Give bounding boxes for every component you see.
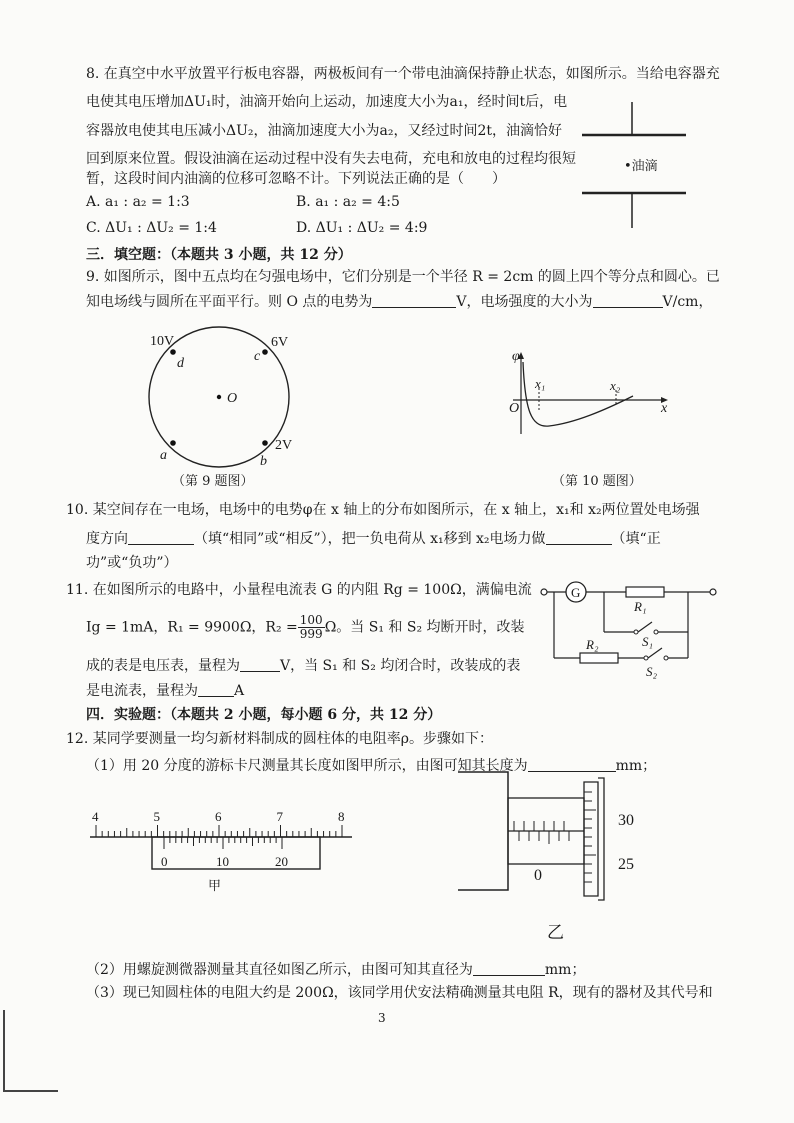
q11-line2 — [86, 614, 525, 641]
micrometer-figure — [458, 772, 658, 902]
label-x-axis: x — [661, 401, 668, 416]
r2-numerator: 100 — [299, 613, 323, 627]
main-scale-label: 7 — [276, 809, 283, 824]
q12-blank-diameter[interactable] — [473, 961, 545, 976]
page-number: 3 — [378, 1011, 386, 1025]
q11-text-b: Ω。当 S₁ 和 S₂ 均断开时，改装 — [324, 619, 525, 636]
vernier-caliper-figure — [90, 810, 360, 895]
switch-s1-icon — [638, 622, 652, 632]
micrometer-0-label: 0 — [534, 867, 542, 884]
q8-line3: 容器放电使其电压减小ΔU₂，油滴加速度大小为a₂，又经过时间2t，油滴恰好 — [86, 123, 563, 139]
q12-step2 — [86, 961, 585, 977]
q11-line3 — [86, 657, 520, 673]
q8-option-d: D. ΔU₁ : ΔU₂ = 4:9 — [296, 220, 428, 236]
label-r1: R₁ — [634, 599, 647, 614]
oil-drop-label: •油滴 — [624, 159, 658, 174]
label-b: b — [260, 454, 267, 469]
potential-graph-figure — [505, 350, 675, 440]
q10-blank-direction[interactable] — [128, 530, 194, 545]
resistor-r1-icon — [626, 587, 664, 597]
q11-text-c: 成的表是电压表，量程为 — [86, 658, 240, 674]
q11-line1: 11. 在如图所示的电路中，小量程电流表 G 的内阻 Rg = 100Ω，满偏电流 — [66, 582, 532, 598]
q11-text-a: Ig = 1mA，R₁ = 9900Ω，R₂ = — [86, 619, 298, 636]
q12-step2-unit: mm； — [544, 962, 586, 978]
q10-text-c: （填“正 — [611, 531, 661, 547]
label-x1: x₁ — [535, 376, 546, 391]
q12-step1-text: （1）用 20 分度的游标卡尺测量其长度如图甲所示，由图可知其长度为 — [86, 758, 528, 774]
vernier-scale-label: 0 — [161, 854, 168, 869]
point-a — [170, 440, 176, 446]
q10-line1: 10. 某空间存在一电场，电场中的电势φ在 x 轴上的分布如图所示，在 x 轴上，x₁和 x₂两位置处电场强 — [66, 502, 700, 518]
q12-step1-unit: mm； — [615, 758, 657, 774]
q8-line2: 电使其电压增加ΔU₁时，油滴开始向上运动，加速度大小为a₁，经时间t后，电 — [86, 94, 568, 110]
q8-option-a: A. a₁ : a₂ = 1:3 — [86, 194, 190, 210]
vernier-scale-label: 10 — [216, 854, 229, 869]
point-b — [262, 440, 268, 446]
q9-text-a: 知电场线与圆所在平面平行。则 O 点的电势为 — [86, 294, 373, 310]
q11-text-e: 是电流表，量程为 — [86, 683, 198, 699]
section-3-heading: 三．填空题：（本题共 3 小题，共 12 分） — [86, 247, 352, 263]
q8-line5: 暂，这段时间内油滴的位移可忽略不计。下列说法正确的是（ ） — [86, 171, 506, 187]
label-origin: O — [509, 401, 520, 416]
label-x2: x₂ — [610, 378, 621, 393]
label-2v: 2V — [275, 438, 293, 453]
label-d: d — [177, 356, 184, 371]
label-o: O — [227, 391, 238, 406]
main-scale-label: 8 — [338, 809, 345, 824]
circle-field-figure — [140, 325, 330, 475]
q12-step3: （3）现已知圆柱体的电阻大约是 200Ω，该同学用伏安法精确测量其电阻 R，现有的器材及其代号和 — [86, 985, 713, 1001]
label-c: c — [254, 349, 261, 364]
q9-caption: （第 9 题图） — [172, 474, 254, 489]
q9-blank-potential[interactable] — [372, 293, 456, 308]
point-o — [217, 395, 221, 399]
q8-option-b: B. a₁ : a₂ = 4:5 — [296, 194, 400, 210]
q10-line2 — [86, 530, 661, 546]
q10-text-a: 度方向 — [86, 531, 128, 547]
q11-text-d: V，当 S₁ 和 S₂ 均闭合时，改装成的表 — [280, 658, 521, 674]
r2-fraction — [298, 614, 325, 641]
section-4-heading: 四．实验题：（本题共 2 小题，每小题 6 分，共 12 分） — [86, 707, 442, 723]
label-a: a — [160, 448, 167, 463]
q9-line2 — [86, 293, 712, 309]
label-10v: 10V — [150, 334, 175, 349]
q10-caption: （第 10 题图） — [552, 474, 642, 489]
main-scale-label: 6 — [215, 809, 222, 824]
q9-text-c: V/cm， — [662, 294, 713, 310]
q9-blank-field[interactable] — [593, 293, 663, 308]
label-s2: S₂ — [646, 664, 658, 679]
micrometer-label: 乙 — [547, 923, 564, 943]
circuit-figure — [540, 578, 720, 688]
label-s1: S₁ — [642, 634, 654, 649]
label-6v: 6V — [271, 335, 289, 350]
q11-blank-voltage[interactable] — [240, 657, 280, 672]
q8-line4: 回到原来位置。假设油滴在运动过程中没有失去电荷，充电和放电的过程均很短 — [86, 151, 576, 167]
scan-edge-left — [3, 1010, 5, 1090]
q9-line1: 9. 如图所示，图中五点均在匀强电场中，它们分别是一个半径 R = 2cm 的圆上四个等分点和圆心。已 — [86, 269, 720, 285]
q10-text-b: （填“相同”或“相反”），把一负电荷从 x₁移到 x₂电场力做 — [194, 531, 546, 547]
q8-option-c: C. ΔU₁ : ΔU₂ = 1:4 — [86, 220, 217, 236]
switch-s2-icon — [648, 648, 662, 658]
vernier-scale-label: 20 — [275, 854, 288, 869]
q8-line1: 8. 在真空中水平放置平行板电容器，两极板间有一个带电油滴保持静止状态，如图所示。当给电容器充 — [86, 66, 720, 82]
label-phi: φ — [512, 349, 520, 364]
q9-text-b: V，电场强度的大小为 — [456, 294, 593, 310]
scan-edge-bottom — [3, 1090, 58, 1092]
point-c — [262, 349, 268, 355]
label-r2: R₂ — [586, 637, 599, 652]
micrometer-30-label: 30 — [618, 812, 634, 829]
q11-line4 — [86, 682, 244, 698]
q10-line3: 功”或“负功”） — [86, 555, 178, 571]
q10-blank-work[interactable] — [546, 530, 612, 545]
q12-blank-length[interactable] — [528, 757, 616, 772]
resistor-r2-icon — [580, 653, 618, 663]
q12-step2-text: （2）用螺旋测微器测量其直径如图乙所示，由图可知其直径为 — [86, 962, 473, 978]
point-d — [170, 349, 176, 355]
q11-blank-current[interactable] — [198, 682, 234, 697]
micrometer-25-label: 25 — [618, 856, 634, 873]
main-scale-label: 4 — [92, 809, 99, 824]
r2-denominator: 999 — [299, 627, 323, 642]
q11-text-f: A — [234, 683, 245, 699]
q12-step1 — [86, 757, 656, 773]
label-g: G — [571, 585, 581, 600]
q12-line1: 12. 某同学要测量一均匀新材料制成的圆柱体的电阻率ρ。步骤如下： — [66, 731, 493, 747]
main-scale-label: 5 — [153, 809, 160, 824]
caliper-label: 甲 — [208, 878, 222, 893]
